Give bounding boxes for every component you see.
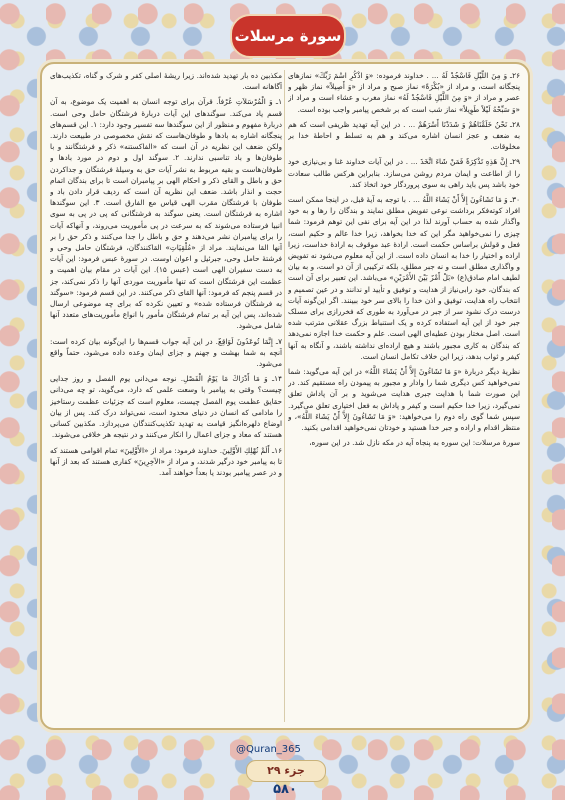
commentary-paragraph: ۱۴ـ وَ مَا أَدْرَاكَ مَا يَوْمُ الْفَصْلِ. نوجه می‌دانی یوم الفصل و روز جدایی چیست؟ وقتی به پیامبر با وسعت علمی که دارد، می‌گوید، تو چه می‌دانی حقایق عظمت یوم الفصل چیست، معلوم است که جزئیات عظمت رستاخیز را مادامی که انسان در دنیای محدود است، نمی‌تواند درک کند. پس از بیان اوضاع دلهره‌انگیز قیامت به تهدید تکذیب‌کنندگان می‌پردازد. مکذبین کسانی هستند که معاد و جزای اعمال را انکار می‌کنند و در نتیجه هر خلافی می‌شوند. xyxy=(50,374,282,440)
juz-label: جزء ۲۹ xyxy=(246,760,326,782)
commentary-paragraph: ۲۶ـ وَ مِنَ اللَّيْلِ فَاسْجُدْ لَهُ ... . خداوند فرموده: «وَ اذْكُرِ اسْمَ رَبِّكَ» نمازهای پنجگانه است، و مراد از «بُكْرَةً» نماز صبح و مراد از «وَ أَصِيلاً» نماز ظهر و عصر و مراد از «وَ مِنَ اللَّيْلِ فَاسْجُدْ لَهُ» نماز مغرب و عشاء است و مراد از «وَ سَبِّحْهُ لَيْلاً طَوِيلاً» نماز شب است که بر شخص پیامبر واجب بوده است. xyxy=(288,71,520,114)
commentary-paragraph: مکذبین ده بار تهدید شده‌اند. زیرا ریشهٔ اصلی کفر و شرک و گناه، تکذیب‌های آگاهانه است. xyxy=(50,71,282,92)
commentary-paragraph: ۲۸ـ نَحْنُ خَلَقْنَاهُمْ وَ شَدَدْنَا أَسْرَهُمْ ... . در این آیه تهدید ظریفی است که هم به ضعف و عجز انسان اشاره می‌کند و هم به تسلط و احاطهٔ خدا بر مخلوقات. xyxy=(288,119,520,152)
column-divider xyxy=(284,70,285,722)
surah-title-badge: سورة مرسلات xyxy=(230,14,346,58)
commentary-paragraph: نظریهٔ دیگر دربارهٔ «وَ مَا تَشَاءُونَ إِلاَّ أَنْ يَشَاءَ اللَّهُ» در این آیه می‌گوید: شما نمی‌خواهید کس دیگری شما را وادار و مجبور به پیمودن راه مستقیم کند. در این صورت شما با هدایت جبری هدایت می‌شوید و بر آن پاداش تعلق نمی‌گیرد، زیرا خدا حکیم است و کیفر و پاداش به فعل اختیاری تعلق می‌گیرد. سپس شما گوی راه دوم را می‌خواهید: «وَ مَا تَشَاءُونَ إِلاَّ أَنْ يَشَاءَ اللَّهُ»، و منتظر اقدام و اراده و جبر خدا هستید و خودتان نمی‌خواهید اقدامی بکنید. xyxy=(288,367,520,433)
commentary-paragraph: ۱۶ـ أَلَمْ نُهْلِكِ الأَوَّلِينَ. خداوند فرمود: مراد از «الأَوَّلِينَ» تمام اقوامی هستند که تا به پیامبر خود درگیر شدند، و مراد از «الآخِرِينَ» کفاری هستند که بعد از آنها و در عصر پیامبر بودند یا بعداً خواهند آمد. xyxy=(50,445,282,477)
channel-handle: @Quran_365 xyxy=(236,744,301,755)
commentary-paragraph: ۲۹ـ إِنَّ هَذِهِ تَذْكِرَةٌ فَمَنْ شَاءَ اتَّخَذَ ... . در این آیات خداوند غنا و بی‌نیازی خود را از اطاعت و ایمان مردم روشن می‌سازد. بنابراین هرکس طالب سعادت خود باشد پس باید راهی به سوی پروردگار خود اتخاذ کند. xyxy=(288,157,520,189)
page-content xyxy=(40,62,530,730)
right-column xyxy=(288,70,520,722)
page-number: ۵۸۰ xyxy=(273,782,297,797)
left-column xyxy=(50,70,282,722)
commentary-paragraph: ۱ـ وَ الْمُرْسَلاَتِ عُرْفاً. قرآن برای توجه انسان به اهمیت یک موضوع، به آن قسم یاد می‌کند. سوگندهای این آیات دربارهٔ فرشتگان حامل وحی است. دربارهٔ مفهوم و منظور از این سوگندها سه تفسیر وجود دارد: ۱. این قسم‌های پنجگانه اشاره به بادها و طوفان‌هاست که نقش مخصوصی در طبیعت دارند. ولکن ضعف این نظریه در آن است که «الفاکستنه» ذکر و فرشتگانند و با طوفان‌ها و باد تناسبی ندارند. ۲. سوگند اول و دوم در مورد بادها و طوفان‌هاست و بقیه مربوط به نشر آیات حق به وسیلهٔ فرشتگان و جداکردن حق و باطل و القای ذکر و احکام الهی بر پیامبران است تا برای بندگان اتمام حجت و انذار باشد. ضعف این نظریه آن است که ردیف قرار دادن باد و طوفان با فرشتگان مقرب الهی قیاس مع الفارق است. ۳. این سوگندها اشاره به فرشتگان است. یعنی سوگند به فرشتگانی که پی در پی به سوی انبیا فرستاده می‌شوند که به سرعت در پی مأموریت می‌روند، و آنهاکه آیات را برای پیامبران نشر می‌دهند و حق و باطل را جدا می‌کنند و ذکر حق را بر آنها القا می‌نمایند. مراد از «مُلْقِيَاتِ» القاکنندگان، فرشتگان حامل وحی و فرشتهٔ حامل وحی، جبرئیل و اعوان اوست. در سورهٔ عبس فرمود: این آیات به دست سفیران الهی است (عبس ۱۵). این آیات در مقام بیان اهمیت و عظمت این فرشتگان است که تنها مأموریت موردی آنها را ذکر نمی‌کند، جز در قسم پنجم که فرمود: آنها القای ذکر می‌کنند. در این قسم فرمود: «سوگند به فرشتگان فرستاده شده» و تعیین نکرده که برای چه موضوعی ارسال شده‌اند، پس این آیه بر تمام فرشتگان مأمور با انواع مأموریت‌های متعدد آنها شامل می‌شود. xyxy=(50,97,282,331)
commentary-paragraph: ۷ـ إِنَّمَا تُوعَدُونَ لَوَاقِعٌ. در این آیه جواب قسم‌ها را این‌گونه بیان کرده است: آنچه به شما بهشت و جهنم و جزای ایمان وعده داده می‌شود، حتماً واقع می‌شود. xyxy=(50,336,282,369)
commentary-paragraph: ۳۰ـ وَ مَا تَشَاءُونَ إِلاَّ أَنْ يَشَاءَ اللَّهُ ... . با توجه به آیهٔ قبل، در اینجا ممکن است افراد کوته‌فکر برداشت نوعی تفویض مطلق نمایند و بندگان را رها و به خود واگذار شده به حساب آورند لذا در این آیه برای نفی این توهم فرمود: شما چیزی را نمی‌خواهید مگر این که خدا بخواهد، زیرا خدا عالم و حکیم است، فعل و قولش براساس حکمت است. ارادهٔ عبد موقوف به ارادهٔ خداست، زیرا اراده و اختیار را خدا به انسان داده است. از این آیه معلوم می‌شود نه تفویض و واگذاری مطلق است و نه جبر مطلق، بلکه ترکیبی از آن دو است، و به بیان لطیف امام صادق(ع) «بَلْ أَمْرٌ بَيْنَ الأَمْرَيْنِ» می‌باشد. این تعبیر برای آن است که بندگان، خود رابی‌نیاز از هدایت و توفیق و تأیید او ندانند و در عین تصمیم و انتخاب راه هدایت، توفیق و اذن خدا را بالای سر خود ببینند. اگر این‌گونه آیات درست درک نشود سر از جبر در می‌آورد به طوری که فخررازی برای مسلک جبر خود از این آیه استفاده کرده و یک استنباط بزرگ عقلانی مترتب شده است. اصل مختار بودن عطیه‌ای الهی است. علم و حکمت خدا اجازه نمی‌دهد که بندگان به کاری مجبور باشند و هیچ اراده‌ای نداشته باشند، و آنگاه به آنها کیفر و ثواب بدهد، زیرا این خلاف تکامل انسان است. xyxy=(288,195,520,361)
commentary-paragraph: سورهٔ مرسلات: این سوره به پنجاه آیه در مکه نازل شد. در این سوره، xyxy=(309,438,520,448)
